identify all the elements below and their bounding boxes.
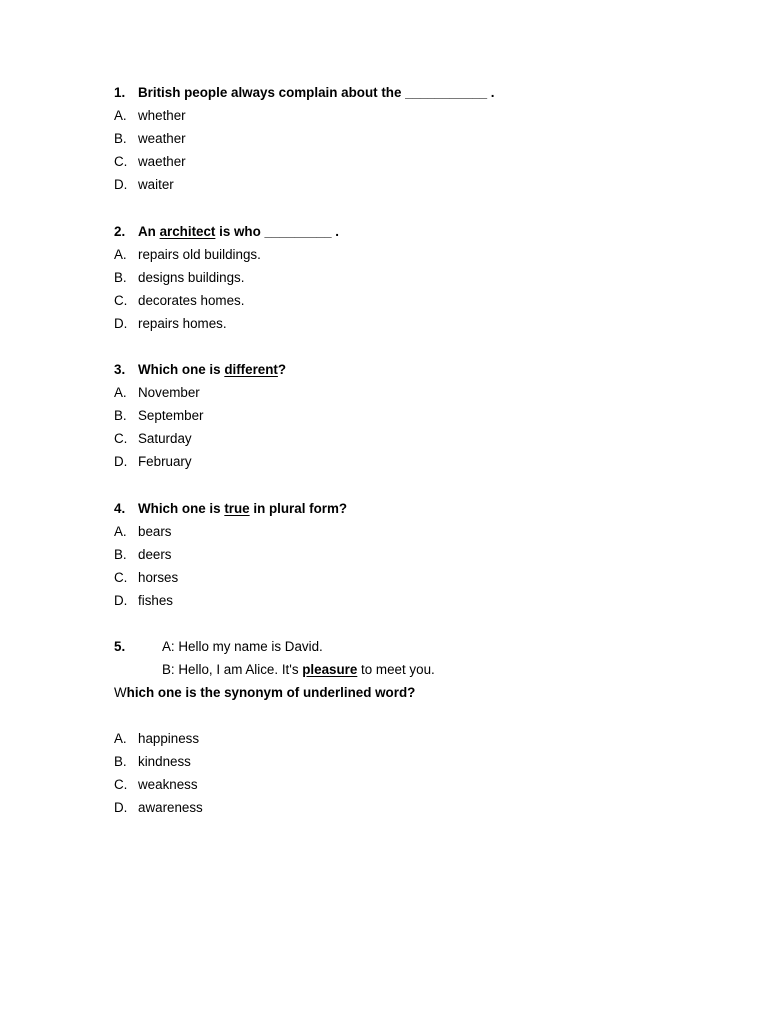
option-5b — [114, 753, 191, 771]
option-letter: C. — [114, 154, 128, 169]
underlined-word: different — [224, 362, 278, 377]
option-2b — [114, 269, 245, 287]
dialog-b-after: to meet you. — [357, 662, 435, 677]
question-number: 2. — [114, 224, 126, 239]
option-letter: D. — [114, 316, 128, 331]
question-number: 1. — [114, 85, 126, 100]
option-letter: A. — [114, 524, 127, 539]
option-3c — [114, 430, 192, 448]
stem-after: in plural form? — [249, 501, 348, 516]
option-1c — [114, 153, 186, 171]
option-letter: A. — [114, 731, 127, 746]
option-4b — [114, 546, 172, 564]
question-1-stem — [114, 84, 495, 102]
question-text: hich one is the synonym of underlined word? — [126, 685, 416, 700]
option-text: decorates homes. — [138, 293, 245, 308]
option-3d — [114, 453, 192, 471]
option-text: waiter — [138, 177, 174, 192]
underlined-word: architect — [159, 224, 216, 239]
option-3b — [114, 407, 204, 425]
option-text: fishes — [138, 593, 173, 608]
option-letter: B. — [114, 754, 127, 769]
stem-before: An — [138, 224, 160, 239]
option-text: designs buildings. — [138, 270, 245, 285]
option-letter: C. — [114, 431, 128, 446]
option-letter: A. — [114, 247, 127, 262]
option-text: happiness — [138, 731, 200, 746]
option-5a — [114, 730, 200, 748]
option-4a — [114, 523, 172, 541]
option-text: February — [138, 454, 192, 469]
option-text: bears — [138, 524, 172, 539]
option-text: weakness — [138, 777, 198, 792]
option-letter: D. — [114, 593, 128, 608]
option-5d — [114, 799, 203, 817]
option-4c — [114, 569, 179, 587]
question-text — [138, 223, 339, 241]
option-text: whether — [138, 108, 186, 123]
option-text: waether — [138, 154, 186, 169]
question-number: 4. — [114, 501, 126, 516]
option-letter: C. — [114, 777, 128, 792]
option-text: awareness — [138, 800, 203, 815]
option-text: deers — [138, 547, 172, 562]
question-5-number — [114, 638, 129, 656]
underlined-word: pleasure — [302, 662, 358, 677]
stem-before: Which one is — [138, 501, 225, 516]
stem-after: ? — [277, 362, 287, 377]
question-number: 5. — [114, 639, 126, 654]
option-3a — [114, 384, 200, 402]
option-letter: D. — [114, 800, 128, 815]
option-letter: D. — [114, 454, 128, 469]
stem-before: Which one is — [138, 362, 225, 377]
option-text: September — [138, 408, 204, 423]
question-text — [138, 361, 286, 379]
option-letter: B. — [114, 547, 127, 562]
option-letter: B. — [114, 270, 127, 285]
option-text: repairs old buildings. — [138, 247, 261, 262]
option-1b — [114, 130, 186, 148]
dialog-b-before: B: Hello, I am Alice. It's — [162, 662, 303, 677]
option-text: repairs homes. — [138, 316, 227, 331]
option-letter: B. — [114, 131, 127, 146]
question-5-stem — [114, 684, 415, 702]
option-letter: C. — [114, 293, 128, 308]
stem-after: is who _________ . — [215, 224, 339, 239]
option-letter: B. — [114, 408, 127, 423]
option-letter: D. — [114, 177, 128, 192]
option-2a — [114, 246, 261, 264]
option-2d — [114, 315, 227, 333]
option-text: November — [138, 385, 200, 400]
option-letter: A. — [114, 385, 127, 400]
option-letter: C. — [114, 570, 128, 585]
underlined-word: true — [224, 501, 250, 516]
question-3-stem — [114, 361, 287, 379]
question-2-stem — [114, 223, 339, 241]
dialog-line-a: A: Hello my name is David. — [162, 639, 323, 654]
question-text — [138, 500, 347, 518]
option-text: kindness — [138, 754, 191, 769]
option-5c — [114, 776, 198, 794]
question-first-letter: W — [114, 685, 127, 700]
question-number: 3. — [114, 362, 126, 377]
option-letter: A. — [114, 108, 127, 123]
option-4d — [114, 592, 173, 610]
question-4-stem — [114, 500, 348, 518]
option-1d — [114, 176, 174, 194]
option-1a — [114, 107, 186, 125]
option-text: weather — [138, 131, 186, 146]
option-text: horses — [138, 570, 179, 585]
option-text: Saturday — [138, 431, 192, 446]
dialog-line-b — [162, 661, 435, 679]
option-2c — [114, 292, 245, 310]
question-text: British people always complain about the ___________ . — [138, 85, 495, 100]
